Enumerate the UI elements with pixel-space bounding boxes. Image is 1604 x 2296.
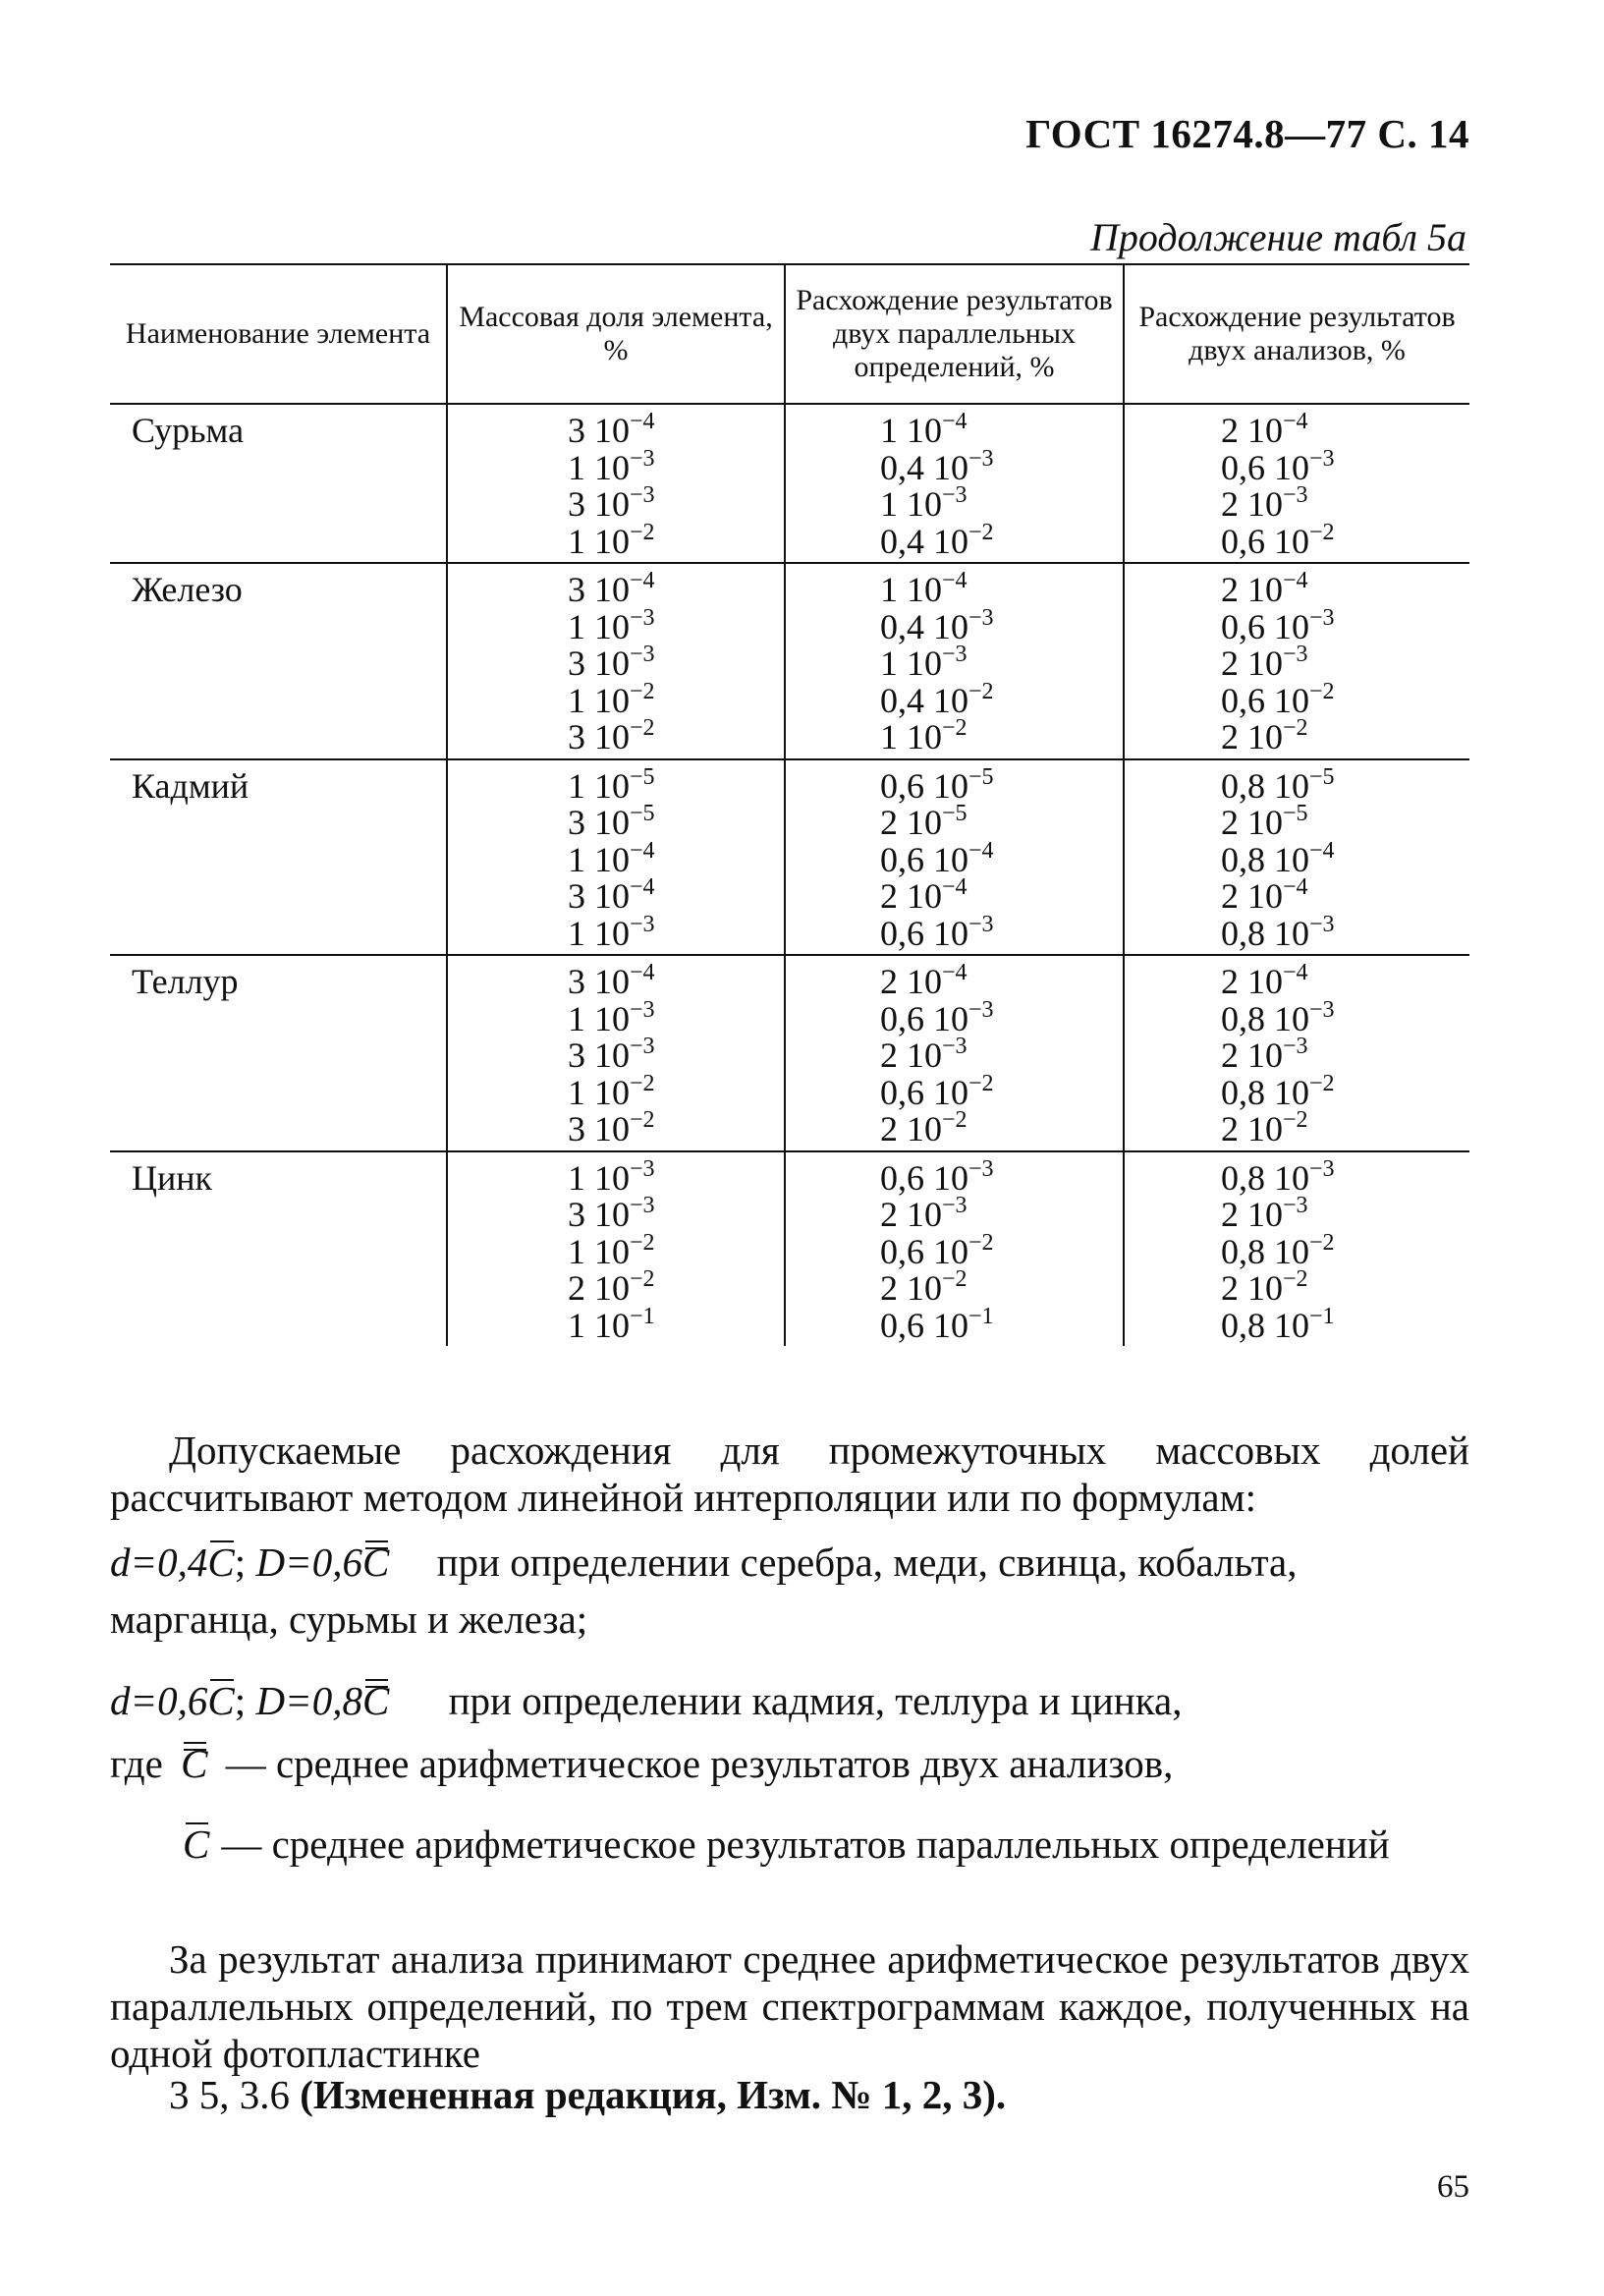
value-line: 0,6 $10^{-1}$ [880, 1303, 994, 1345]
value-line: 0,8 $10^{-3}$ [1221, 911, 1335, 953]
value-line: 3 $10^{-3}$ [568, 482, 655, 524]
value-line: 0,8 $10^{-3}$ [1221, 1155, 1335, 1198]
mass-fraction-cell [447, 759, 785, 956]
value-line: 1 $10^{-3}$ [568, 604, 655, 646]
value-line: 1 $10^{-3}$ [880, 642, 968, 683]
parallel-discrepancy-cell [785, 563, 1124, 759]
table-row [110, 1151, 1469, 1347]
column-header-element: Наименование элемента [110, 264, 447, 404]
value-line: 2 $10^{-2}$ [1221, 1107, 1308, 1148]
formula-D-label: D=0,6 [255, 1540, 362, 1585]
value-line: 0,6 $10^{-4}$ [880, 837, 994, 879]
value-line: 0,8 $10^{-1}$ [1221, 1303, 1335, 1345]
value-line: 2 $10^{-3}$ [1221, 482, 1308, 524]
value-line: 2 $10^{-3}$ [1221, 1193, 1308, 1234]
value-line: 0,8 $10^{-2}$ [1221, 1070, 1335, 1112]
formula-d-label: d=0,4 [110, 1540, 208, 1585]
value-line: 3 $10^{-2}$ [568, 715, 655, 756]
parallel-discrepancy-cell [785, 1151, 1124, 1347]
c-single-bar: C [207, 1678, 235, 1723]
value-line: 0,4 $10^{-3}$ [880, 604, 994, 646]
value-line: 3 $10^{-4}$ [568, 568, 655, 609]
value-line: 2 $10^{-4}$ [880, 960, 968, 1001]
column-header-parallel-discrepancy: Расхождение результатов двух параллельных определений, % [785, 264, 1124, 404]
value-line: 0,6 $10^{-2}$ [1221, 678, 1335, 720]
value-line: 1 $10^{-2}$ [568, 1070, 655, 1112]
table-row [110, 404, 1469, 563]
value-line: 1 $10^{-3}$ [568, 996, 655, 1038]
value-line: 0,6 $10^{-3}$ [880, 911, 994, 953]
value-line: 1 $10^{-4}$ [880, 409, 968, 450]
value-line: 1 $10^{-3}$ [568, 445, 655, 487]
value-line: 1 $10^{-5}$ [568, 763, 655, 806]
table-caption: Продолжение табл 5а [1089, 215, 1466, 259]
formula-silver-group [110, 1539, 1297, 1586]
data-table [110, 263, 1469, 1346]
value-line: 0,8 $10^{-5}$ [1221, 763, 1335, 806]
column-header-analyses-discrepancy: Расхождение результатов двух анализов, % [1124, 264, 1469, 404]
value-line: 0,6 $10^{-2}$ [880, 1070, 994, 1112]
formula-description: при определении кадмия, теллура и цинка, [448, 1678, 1183, 1723]
value-line: 3 $10^{-2}$ [568, 1107, 655, 1148]
document-header: ГОСТ 16274.8—77 С. 14 [1025, 111, 1469, 156]
table-row [110, 955, 1469, 1151]
parallel-discrepancy-cell [785, 955, 1124, 1151]
element-name-cell: Цинк [132, 1157, 213, 1198]
value-line: 1 $10^{-3}$ [880, 482, 968, 524]
value-line: 0,6 $10^{-3}$ [1221, 445, 1335, 487]
value-line: 1 $10^{-1}$ [568, 1303, 655, 1345]
parallel-discrepancy-cell [785, 404, 1124, 563]
value-line: 0,8 $10^{-3}$ [1221, 996, 1335, 1038]
value-line: 3 $10^{-4}$ [568, 874, 655, 916]
amendment-note: (Измененная редакция, Изм. № 1, 2, 3). [300, 2072, 1007, 2117]
paragraph-interpolation: Допускаемые расхождения для промежуточных массовых долей рассчитывают методом линейной интерполяции или по формулам: [110, 1428, 1469, 1520]
mass-fraction-cell [447, 563, 785, 759]
formula-description: при определении серебра, меди, свинца, кобальта, [436, 1540, 1298, 1585]
formula-separator: ; [234, 1678, 256, 1723]
value-line: 0,6 $10^{-2}$ [880, 1229, 994, 1271]
c-single-bar: C [207, 1540, 235, 1585]
value-line: 1 $10^{-3}$ [568, 1155, 655, 1198]
paragraph-amendment [169, 2071, 1006, 2118]
analyses-discrepancy-cell [1124, 404, 1469, 563]
formula-d-label: d=0,6 [110, 1678, 208, 1723]
table-header-row [110, 264, 1469, 404]
value-line: 0,8 $10^{-4}$ [1221, 837, 1335, 879]
value-line: 2 $10^{-3}$ [880, 1193, 968, 1234]
value-line: 3 $10^{-3}$ [568, 1193, 655, 1234]
table-row [110, 759, 1469, 956]
definition-text: — среднее арифметическое результатов параллельных определений [221, 1821, 1390, 1867]
value-line: 2 $10^{-5}$ [1221, 801, 1308, 842]
definition-double-bar [110, 1740, 1173, 1787]
parallel-discrepancy-cell [785, 759, 1124, 956]
value-line: 1 $10^{-4}$ [568, 837, 655, 879]
value-line: 0,8 $10^{-2}$ [1221, 1229, 1335, 1271]
value-line: 2 $10^{-2}$ [880, 1107, 968, 1148]
value-line: 1 $10^{-2}$ [568, 1229, 655, 1271]
definition-single-bar [183, 1820, 1469, 1868]
value-line: 0,6 $10^{-5}$ [880, 763, 994, 806]
formula-cadmium-group [110, 1677, 1182, 1724]
value-line: 2 $10^{-4}$ [880, 874, 968, 916]
value-line: 1 $10^{-2}$ [880, 715, 968, 756]
value-line: 2 $10^{-4}$ [1221, 960, 1308, 1001]
value-line: 1 $10^{-2}$ [568, 519, 655, 561]
formula-D-label: D=0,8 [255, 1678, 362, 1723]
c-double-bar: C [361, 1540, 390, 1585]
value-line: 0,6 $10^{-3}$ [1221, 604, 1335, 646]
element-name-cell: Железо [110, 563, 447, 759]
value-line: 0,6 $10^{-3}$ [880, 996, 994, 1038]
formula-separator: ; [234, 1540, 256, 1585]
page-number: 65 [1437, 2169, 1469, 2205]
analyses-discrepancy-cell [1124, 955, 1469, 1151]
value-line: 2 $10^{-2}$ [1221, 1266, 1308, 1308]
mass-fraction-cell [447, 955, 785, 1151]
value-line: 3 $10^{-3}$ [568, 642, 655, 683]
value-line: 2 $10^{-2}$ [880, 1266, 968, 1308]
analyses-discrepancy-cell [1124, 563, 1469, 759]
value-line: 2 $10^{-4}$ [1221, 568, 1308, 609]
c-double-bar: C [361, 1678, 390, 1723]
analyses-discrepancy-cell [1124, 1151, 1469, 1347]
element-name-cell: Сурьма [110, 404, 447, 563]
value-line: 1 $10^{-3}$ [568, 911, 655, 953]
value-line: 2 $10^{-2}$ [568, 1266, 655, 1308]
clause-numbers: 3 5, 3.6 [169, 2072, 290, 2117]
column-header-mass-fraction: Массовая доля элемента, % [447, 264, 785, 404]
element-name-cell: Теллур [110, 955, 447, 1151]
value-line: 2 $10^{-4}$ [1221, 874, 1308, 916]
value-line: 0,4 $10^{-2}$ [880, 678, 994, 720]
value-line: 3 $10^{-4}$ [568, 409, 655, 450]
value-line: 2 $10^{-3}$ [1221, 1034, 1308, 1075]
value-line: 0,6 $10^{-2}$ [1221, 519, 1335, 561]
c-double-bar: C [181, 1741, 208, 1786]
definition-text: — среднее арифметическое результатов двух анализов, [225, 1741, 1174, 1786]
table-row [110, 563, 1469, 759]
element-name-cell: Кадмий [110, 759, 447, 956]
value-line: 2 $10^{-5}$ [880, 801, 968, 842]
value-line: 2 $10^{-3}$ [880, 1034, 968, 1075]
c-single-bar: C [183, 1821, 210, 1867]
value-line: 2 $10^{-4}$ [1221, 409, 1308, 450]
mass-fraction-cell [447, 1151, 785, 1347]
value-line: 0,4 $10^{-3}$ [880, 445, 994, 487]
value-line: 3 $10^{-5}$ [568, 801, 655, 842]
value-line: 0,6 $10^{-3}$ [880, 1155, 994, 1198]
value-line: 1 $10^{-4}$ [880, 568, 968, 609]
where-label: где [110, 1741, 163, 1786]
value-line: 0,4 $10^{-2}$ [880, 519, 994, 561]
formula-continuation: марганца, сурьмы и железа; [110, 1596, 588, 1642]
analyses-discrepancy-cell [1124, 759, 1469, 956]
value-line: 3 $10^{-3}$ [568, 1034, 655, 1075]
value-line: 2 $10^{-2}$ [1221, 715, 1308, 756]
mass-fraction-cell [447, 404, 785, 563]
value-line: 2 $10^{-3}$ [1221, 642, 1308, 683]
value-line: 3 $10^{-4}$ [568, 960, 655, 1001]
paragraph-result: За результат анализа принимают среднее арифметическое результатов двух параллельных определений, по трем спектрограммам каждое, полученных на одной фотопластинке [110, 1936, 1469, 2076]
value-line: 1 $10^{-2}$ [568, 678, 655, 720]
